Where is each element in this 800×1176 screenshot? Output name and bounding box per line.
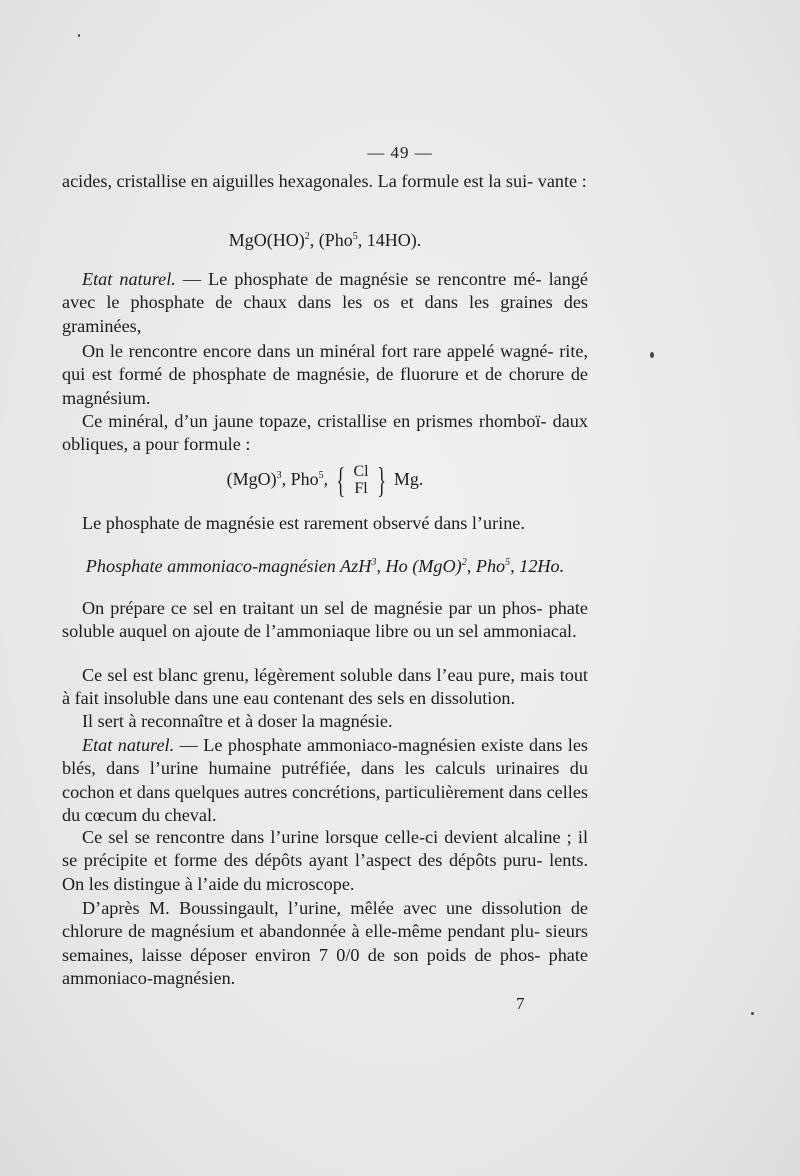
ink-speck xyxy=(78,34,80,37)
paragraph xyxy=(62,826,588,896)
paragraph xyxy=(62,664,588,711)
formula-part: (MgO)$^3$, Pho$^5$, xyxy=(226,469,329,490)
paragraph xyxy=(62,268,588,338)
signature-mark: 7 xyxy=(516,994,525,1013)
brace-stack xyxy=(353,463,368,497)
formula-part: , (Pho xyxy=(309,230,353,250)
page-number: — 49 — xyxy=(367,143,433,162)
formula-wagnerite xyxy=(62,458,588,502)
paragraph-text: Il sert à reconnaître et à doser la magnésie. xyxy=(82,711,393,731)
paragraph xyxy=(62,710,588,733)
formula-sup: 5 xyxy=(352,231,358,242)
formula-magnesium-phosphate xyxy=(62,229,588,252)
paragraph-text: D’après M. Boussingault, l’urine, mêlée avec une dissolution de chlorure de magnésium et abandonnée à elle-même pendant plu- sieurs semaines, laisse déposer environ 7 0/0 de son poids de phos- phate ammoniaco-magnésien. xyxy=(62,898,588,989)
right-brace: } xyxy=(376,460,386,500)
formula-part: Mg. xyxy=(393,469,424,490)
formula-top: Cl xyxy=(353,463,369,480)
paragraph-text: Ce sel est blanc grenu, légèrement soluble dans l’eau pure, mais tout à fait insoluble dans une eau contenant des sels en dissolution. xyxy=(62,665,588,709)
paragraph xyxy=(62,410,588,457)
formula-part: MgO(HO) xyxy=(228,230,305,250)
paragraph xyxy=(62,897,588,991)
section-title: Phosphate ammoniaco-magnésien AzH$^3$, Ho (MgO)$^2$, Pho$^5$, 12Ho. xyxy=(85,556,565,576)
paragraph-text: On le rencontre encore dans un minéral fort rare appelé wagné- rite, qui est formé de phosphate de magnésie, de fluorure et de chorure de magnésium. xyxy=(62,341,588,408)
paragraph-text: Le phosphate de magnésie est rarement observé dans l’urine. xyxy=(82,513,525,533)
left-brace: { xyxy=(336,460,346,500)
formula-sup: 2 xyxy=(304,231,310,242)
paragraph-lead: Etat naturel. xyxy=(82,735,175,755)
paragraph-text: — Le phosphate ammoniaco-magnésien existe dans les blés, dans l’urine humaine putréfiée, dans les calculs urinaires du cochon et dans quelques autres concrétions, particulièrement dans celles du cœcum du cheval. xyxy=(62,735,589,826)
paragraph xyxy=(62,597,588,644)
ink-speck xyxy=(751,1012,754,1015)
ink-speck xyxy=(650,352,654,358)
paragraph xyxy=(62,734,588,828)
formula-part: , 14HO). xyxy=(357,230,422,250)
paragraph-lead: Etat naturel. xyxy=(82,269,176,289)
paragraph xyxy=(62,340,588,410)
paragraph-text: — Le phosphate de magnésie se rencontre mé- langé avec le phosphate de chaux dans les os et dans les graines des graminées, xyxy=(62,269,588,336)
paragraph-text: Ce minéral, d’un jaune topaze, cristallise en prismes rhomboï- daux obliques, a pour formule : xyxy=(62,411,588,455)
paragraph xyxy=(62,512,588,535)
paragraph xyxy=(62,170,588,193)
paragraph-text: acides, cristallise en aiguilles hexagonales. La formule est la sui- vante : xyxy=(62,171,587,191)
formula-bottom: Fl xyxy=(354,480,368,497)
paragraph-text: On prépare ce sel en traitant un sel de magnésie par un phos- phate soluble auquel on ajoute de l’ammoniaque libre ou un sel ammoniacal. xyxy=(62,598,588,642)
paragraph-text: Ce sel se rencontre dans l’urine lorsque celle-ci devient alcaline ; il se précipite et forme des dépôts ayant l’aspect des dépôts puru- lents. On les distingue à l’aide du microscope. xyxy=(62,827,588,894)
